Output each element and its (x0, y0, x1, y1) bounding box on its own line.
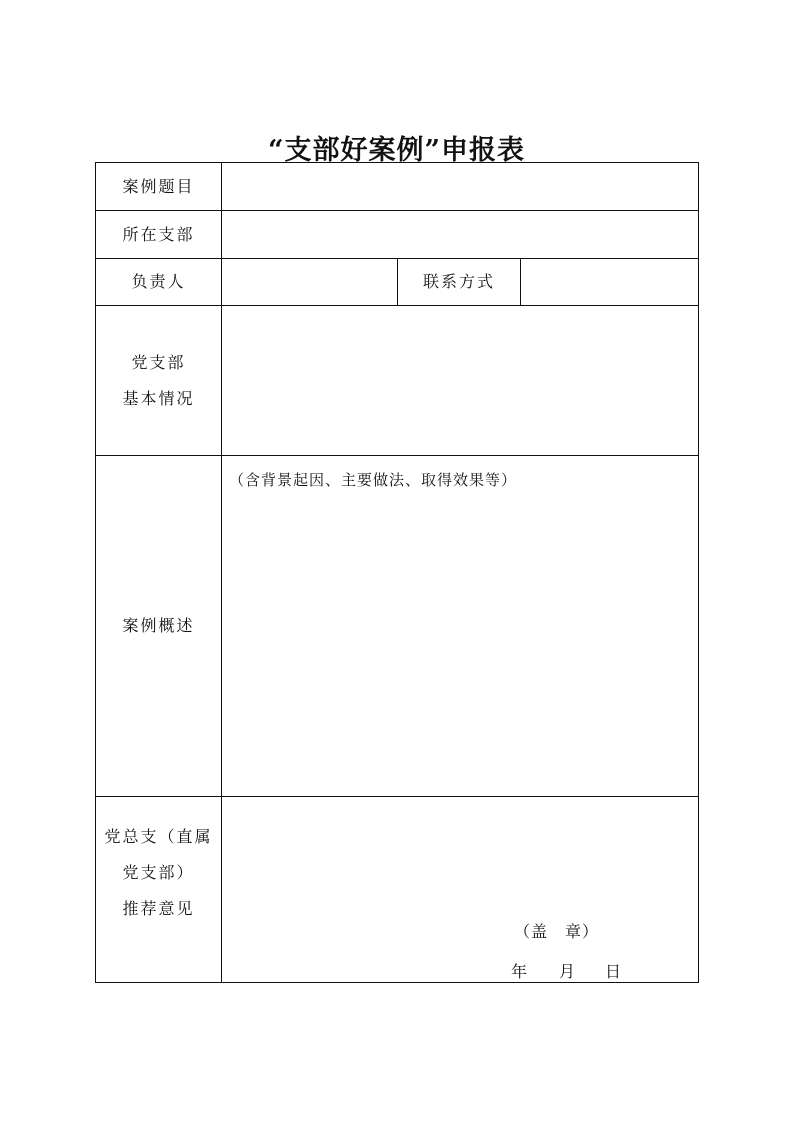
case-title-label: 案例题目 (122, 176, 195, 196)
recommend-label-line1: 党总支（直属 (104, 827, 213, 846)
date-year: 年 (511, 962, 528, 981)
seal-text: （盖 章） (514, 922, 600, 941)
branch-label: 所在支部 (122, 224, 195, 244)
person-in-charge-label: 负责人 (131, 272, 186, 291)
application-form-table (95, 162, 699, 983)
date-month: 月 (559, 962, 576, 981)
branch-info-label-line1: 党支部 (131, 352, 186, 372)
form-title: “支部好案例”申报表 (267, 135, 526, 166)
recommend-label-line2: 党支部） (122, 863, 195, 882)
branch-info-label-line2: 基本情况 (122, 388, 195, 408)
overview-label: 案例概述 (122, 616, 195, 635)
person-in-charge-field[interactable] (222, 259, 397, 305)
contact-label: 联系方式 (422, 272, 495, 291)
contact-field[interactable] (521, 259, 698, 305)
recommend-label (96, 819, 221, 933)
case-title-field[interactable] (222, 163, 698, 210)
date-day: 日 (605, 962, 622, 981)
branch-field[interactable] (222, 211, 698, 258)
recommend-field[interactable] (222, 797, 698, 982)
recommend-label-line3: 推荐意见 (122, 899, 195, 918)
overview-field[interactable] (222, 456, 698, 796)
branch-info-field[interactable] (222, 306, 698, 455)
branch-info-label (96, 306, 221, 455)
overview-note: （含背景起因、主要做法、取得效果等） (229, 471, 518, 489)
